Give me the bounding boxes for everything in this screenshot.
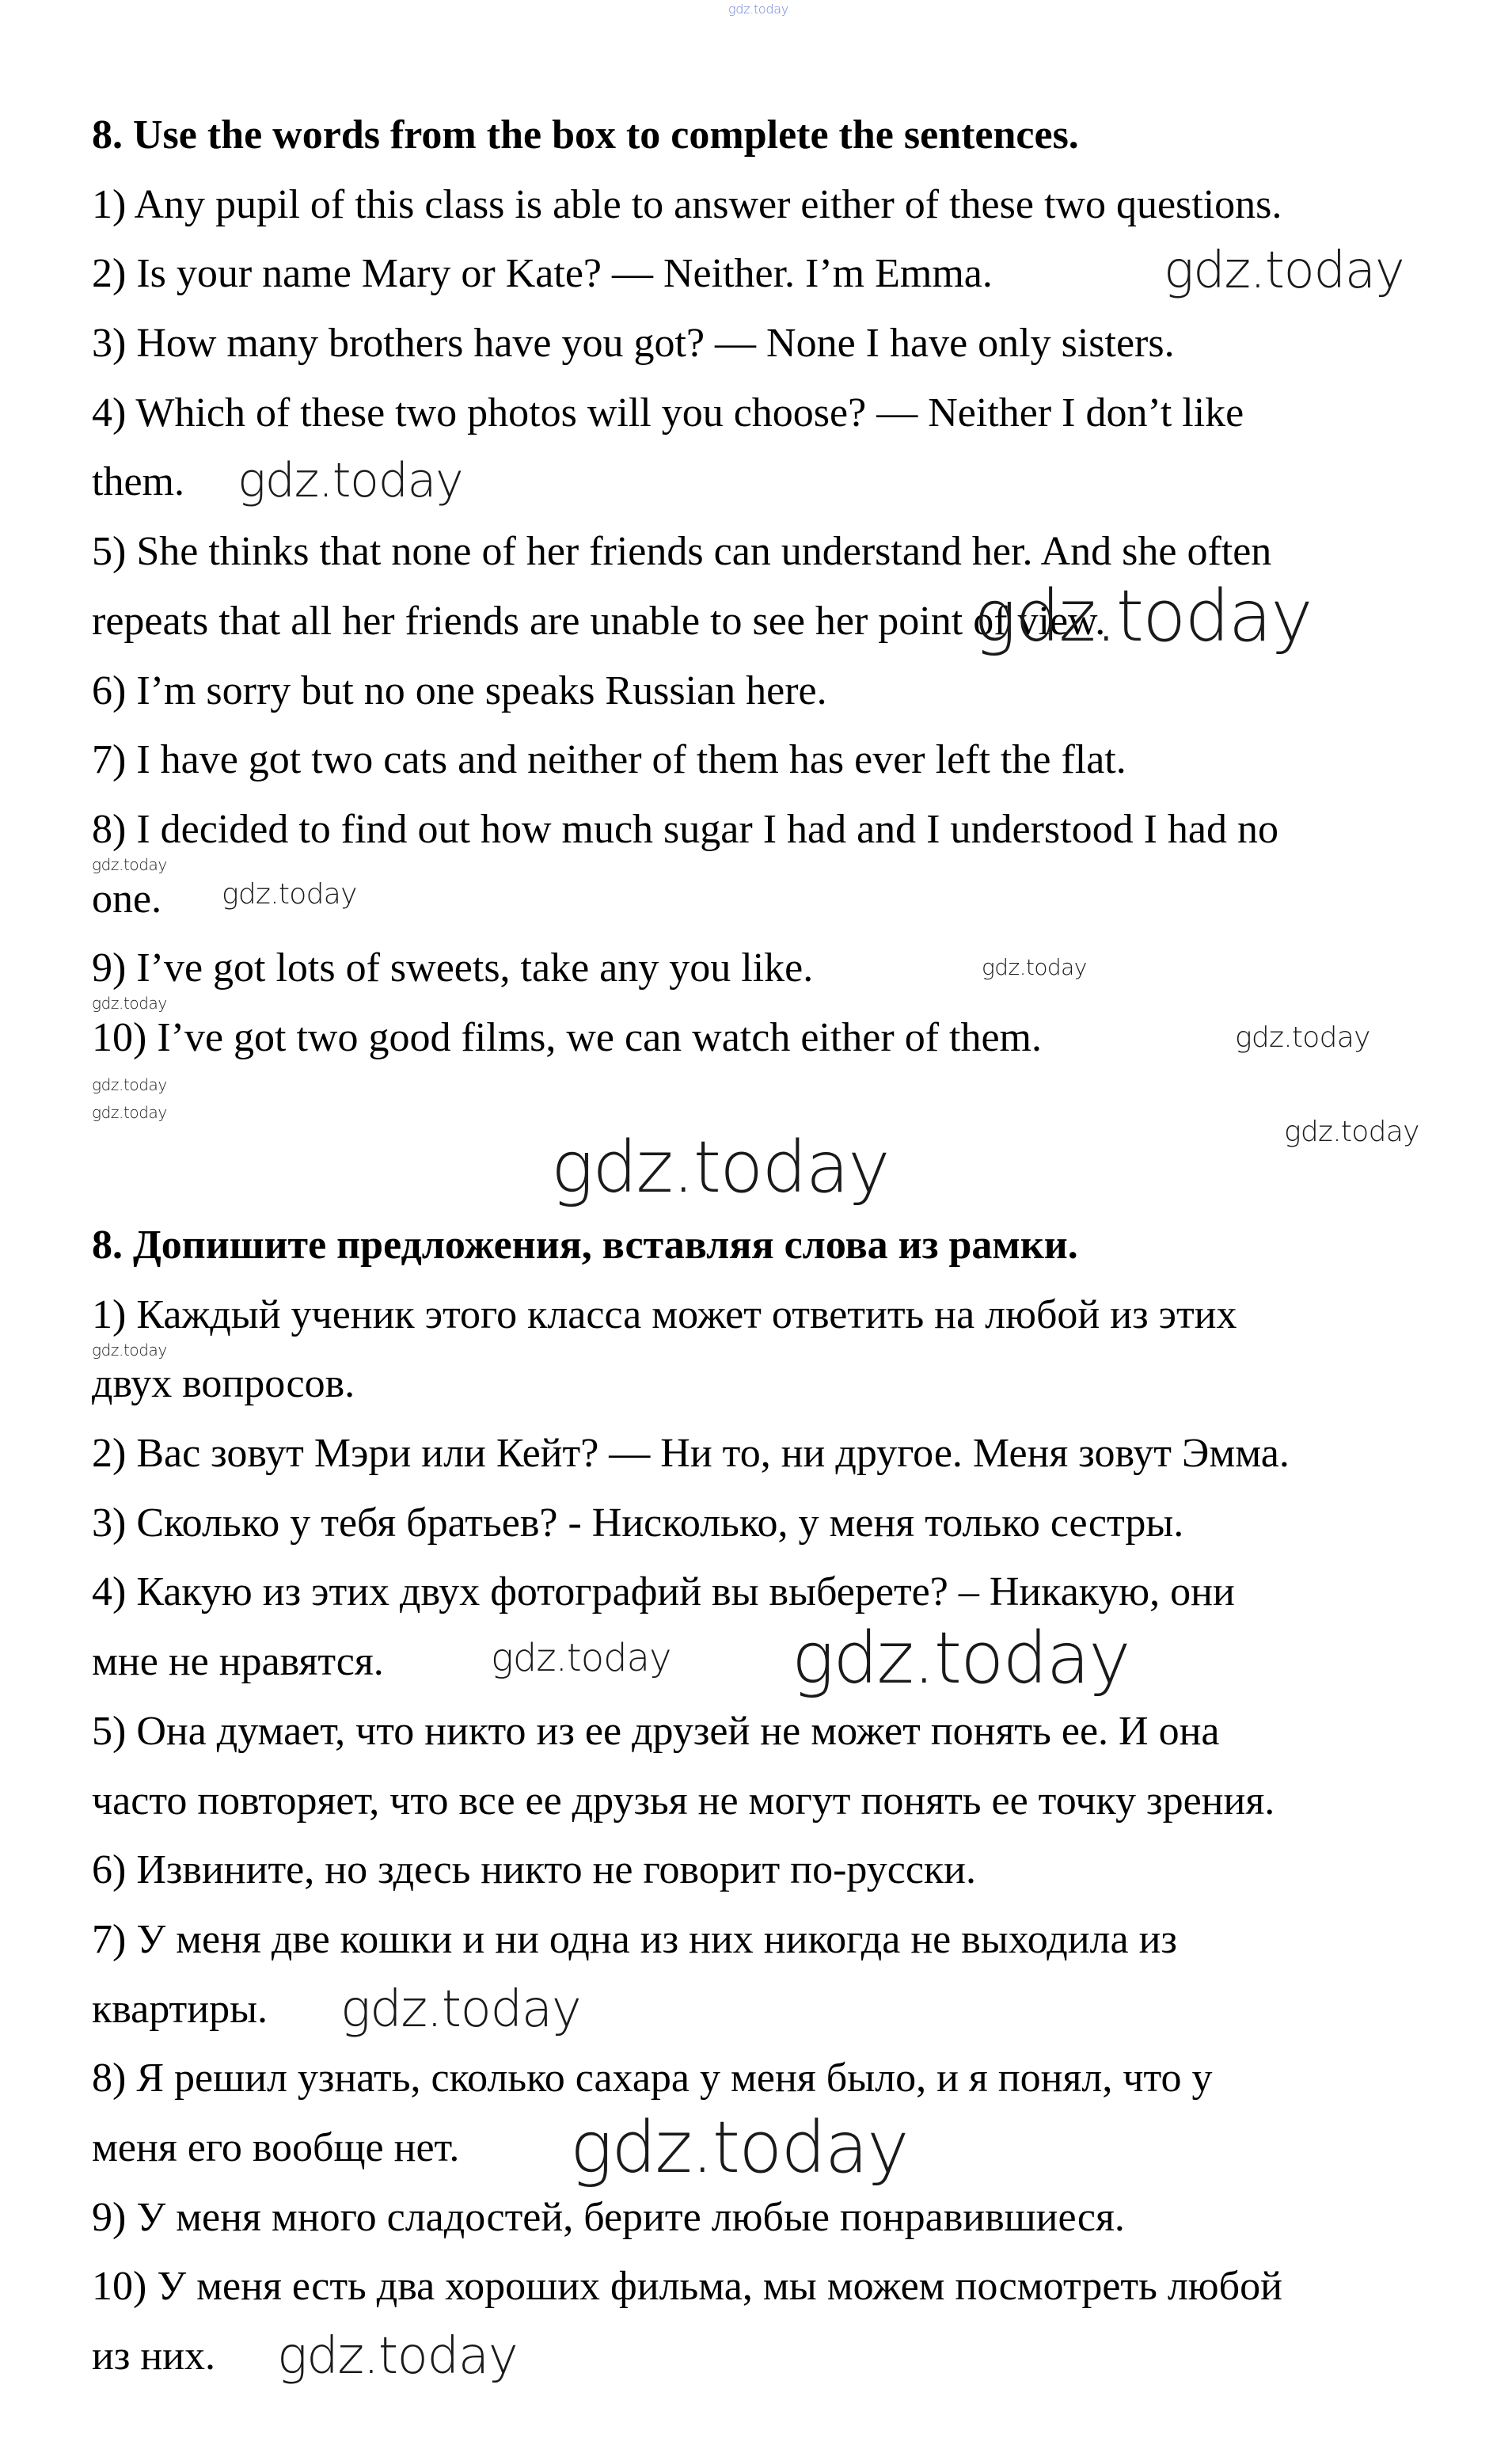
sentence-line: 5) Она думает, что никто из ее друзей не может понять ее. И она [92,1708,1220,1754]
watermark: gdz.today [728,2,788,17]
sentence-line: часто повторяет, что все ее друзья не могут понять ее точку зрения. [92,1778,1275,1824]
watermark: gdz.today [1284,1116,1419,1148]
sentence-line: квартиры. [92,1986,268,2032]
sentence-line: 6) I’m sorry but no one speaks Russian here. [92,667,827,713]
sentence-line: 8) Я решил узнать, сколько сахара у меня было, и я понял, что у [92,2056,1213,2101]
sentence-line: меня его вообще нет. [92,2124,460,2170]
sentence-line: 9) I’ve got lots of sweets, take any you like. [92,945,814,991]
watermark: gdz.today [92,855,167,874]
sentence-line: 3) Сколько у тебя братьев? - Нисколько, у меня только сестры. [92,1500,1184,1546]
watermark: gdz.today [974,575,1312,658]
watermark: gdz.today [570,2106,908,2189]
watermark: gdz.today [237,453,463,508]
sentence-line: 1) Any pupil of this class is able to answer either of these two questions. [92,181,1282,227]
watermark: gdz.today [792,1617,1130,1700]
exercise-title: 8. Допишите предложения, вставляя слова из рамки. [92,1223,1078,1268]
sentence-line: 6) Извините, но здесь никто не говорит по-русски. [92,1847,976,1893]
sentence-line: 5) She thinks that none of her friends can understand her. And she often [92,529,1272,575]
sentence-line: repeats that all her friends are unable to see her point of view. [92,598,1106,644]
russian-exercise [92,1211,1290,2391]
watermark: gdz.today [92,1075,167,1094]
sentence-line: 7) I have got two cats and neither of them has ever left the flat. [92,737,1126,783]
sentence-line: 2) Is your name Mary or Kate? — Neither. I’m Emma. [92,251,993,297]
sentence-line: 9) У меня много сладостей, берите любые понравившиеся. [92,2194,1125,2240]
watermark: gdz.today [222,878,357,911]
sentence-line: мне не нравятся. [92,1639,384,1685]
sentence-line: 2) Вас зовут Мэри или Кейт? — Ни то, ни другое. Меня зовут Эмма. [92,1431,1290,1477]
sentence-line: из них. [92,2333,216,2379]
sentence-line: 4) Какую из этих двух фотографий вы выберете? – Никакую, они [92,1569,1235,1615]
watermark: gdz.today [340,1980,581,2039]
watermark: gdz.today [982,954,1087,980]
sentence-line: 4) Which of these two photos will you choose? — Neither I don’t like [92,390,1244,435]
watermark: gdz.today [92,1341,167,1360]
watermark: gdz.today [1164,241,1404,300]
sentence-line: двух вопросов. [92,1361,355,1407]
sentence-line: 7) У меня две кошки и ни одна из них никогда не выходила из [92,1916,1177,1962]
sentence-line: one. [92,876,162,922]
watermark: gdz.today [1235,1021,1370,1054]
exercise-title: 8. Use the words from the box to complete the sentences. [92,112,1079,158]
sentence-line: 10) I’ve got two good films, we can watch either of them. [92,1014,1042,1060]
watermark: gdz.today [92,1103,167,1122]
watermark: gdz.today [277,2327,518,2386]
sentence-line: them. [92,459,184,505]
watermark: gdz.today [92,994,167,1013]
sentence-line: 10) У меня есть два хороших фильма, мы можем посмотреть любой [92,2264,1282,2310]
watermark: gdz.today [491,1636,671,1680]
sentence-line: 3) How many brothers have you got? — None I have only sisters. [92,321,1175,367]
sentence-line: 8) I decided to find out how much sugar I had and I understood I had no [92,806,1278,852]
sentence-line: 1) Каждый ученик этого класса может ответить на любой из этих [92,1291,1237,1337]
watermark: gdz.today [551,1126,889,1209]
